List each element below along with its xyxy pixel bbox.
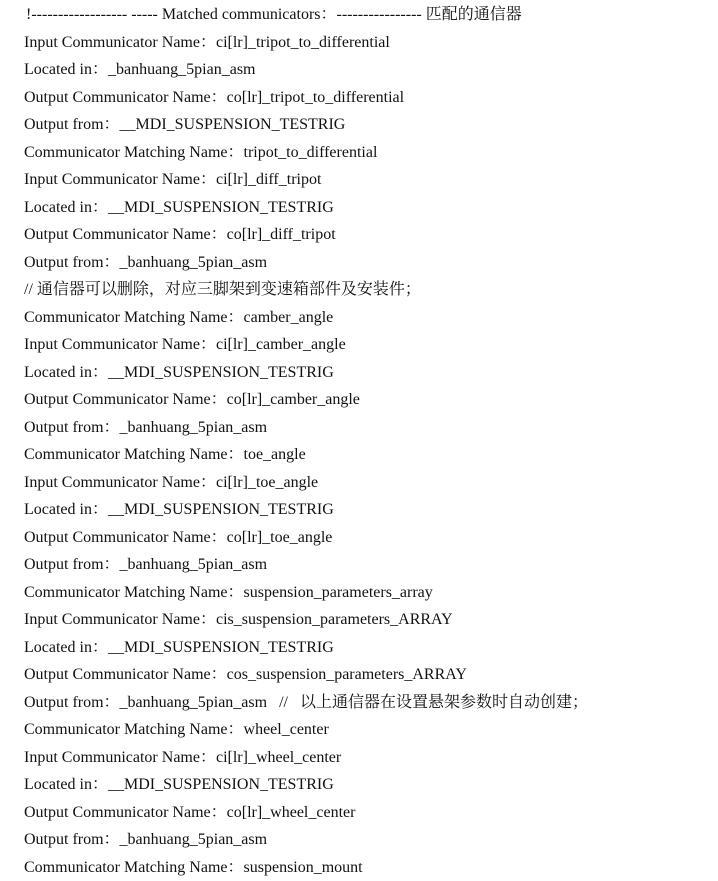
text-line: Output Communicator Name：co[lr]_camber_angle [0,386,718,414]
text-line: Output from：_banhuang_5pian_asm [0,414,718,442]
text-line: Output Communicator Name：cos_suspension_parameters_ARRAY [0,661,718,689]
text-line: Input Communicator Name：ci[lr]_wheel_center [0,744,718,772]
text-line: Input Communicator Name：cis_suspension_parameters_ARRAY [0,606,718,634]
text-line: Output Communicator Name：co[lr]_tripot_to_differential [0,84,718,112]
comment-line: // 通信器可以删除，对应三脚架到变速箱部件及安装件； [0,276,718,304]
text-line: Input Communicator Name：ci[lr]_toe_angle [0,469,718,497]
text-line: Located in：__MDI_SUSPENSION_TESTRIG [0,634,718,662]
text-line: Communicator Matching Name：camber_angle [0,304,718,332]
text-line: Located in：__MDI_SUSPENSION_TESTRIG [0,496,718,524]
text-line: Located in：__MDI_SUSPENSION_TESTRIG [0,771,718,799]
text-line: Communicator Matching Name：wheel_center [0,716,718,744]
text-line: Input Communicator Name：ci[lr]_camber_angle [0,331,718,359]
text-line: Located in：__MDI_SUSPENSION_TESTRIG [0,359,718,387]
matched-communicators-header: !------------------ ----- Matched communicators：---------------- 匹配的通信器 [0,1,718,29]
text-line: Communicator Matching Name：suspension_mount [0,854,718,881]
text-line: Output from：_banhuang_5pian_asm [0,551,718,579]
text-line: Output from：__MDI_SUSPENSION_TESTRIG [0,111,718,139]
text-line: Output from：_banhuang_5pian_asm [0,826,718,854]
text-line: Communicator Matching Name：suspension_parameters_array [0,579,718,607]
text-line: Located in：__MDI_SUSPENSION_TESTRIG [0,194,718,222]
text-line: Input Communicator Name：ci[lr]_tripot_to_differential [0,29,718,57]
text-line: Communicator Matching Name：tripot_to_differential [0,139,718,167]
text-line: Input Communicator Name：ci[lr]_diff_tripot [0,166,718,194]
text-line: Communicator Matching Name：toe_angle [0,441,718,469]
text-line: Output from：_banhuang_5pian_asm [0,249,718,277]
text-line: Output Communicator Name：co[lr]_toe_angle [0,524,718,552]
text-line: Located in：_banhuang_5pian_asm [0,56,718,84]
text-line: Output Communicator Name：co[lr]_diff_tripot [0,221,718,249]
text-line-with-comment: Output from：_banhuang_5pian_asm // 以上通信器在设置悬架参数时自动创建； [0,689,718,717]
text-line: Output Communicator Name：co[lr]_wheel_center [0,799,718,827]
